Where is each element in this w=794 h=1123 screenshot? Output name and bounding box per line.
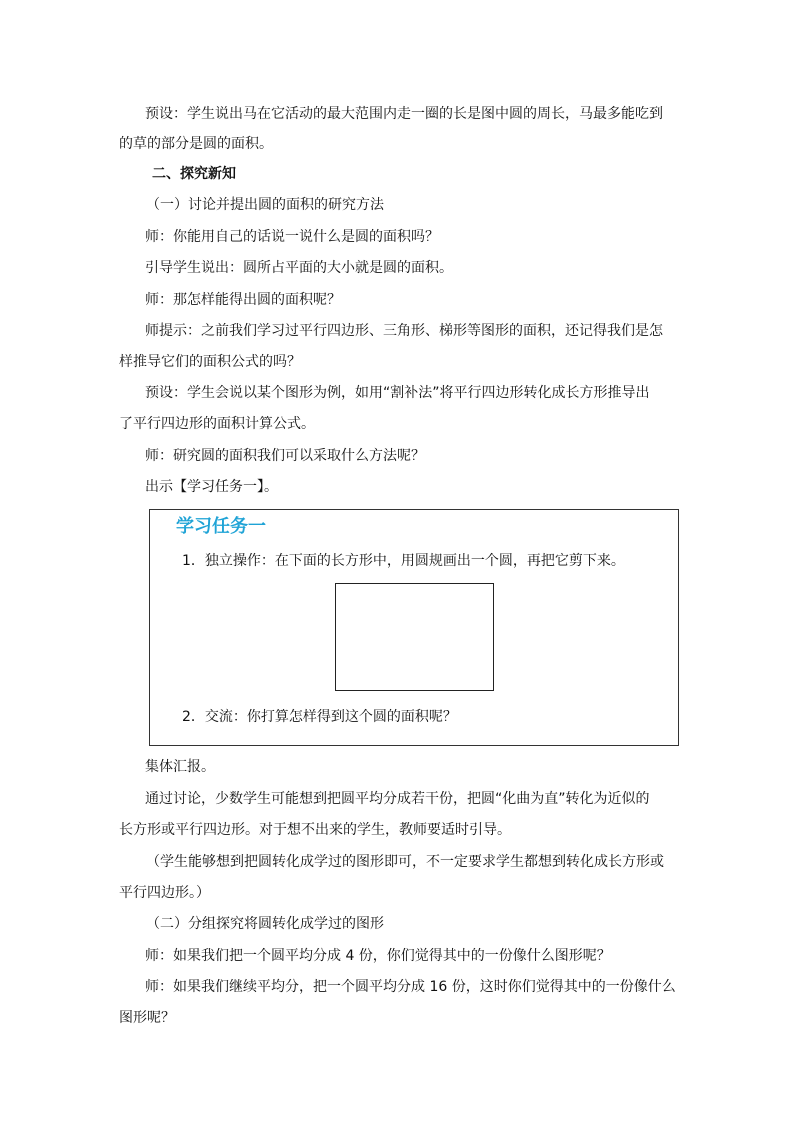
- note-line2: 平行四边形。）: [119, 885, 210, 901]
- note-line1: （学生能够想到把圆转化成学过的图形即可，不一定要求学生都想到转化成长方形或: [146, 854, 664, 870]
- paragraph-preset-1-line1: 预设：学生说出马在它活动的最大范围内走一圈的长是图中圆的周长，马最多能吃到: [145, 106, 663, 122]
- learning-task-title: 学习任务一: [176, 516, 266, 537]
- teacher-question-1: 师：你能用自己的话说一说什么是圆的面积吗？: [145, 229, 439, 245]
- teacher-question-2: 师：那怎样能得出圆的面积呢？: [145, 292, 341, 308]
- report-text: 集体汇报。: [145, 759, 215, 775]
- drawing-rectangle: [335, 583, 494, 691]
- teacher-question-3: 师：研究圆的面积我们可以采取什么方法呢？: [145, 448, 425, 464]
- teacher-question-5-line1: 师：如果我们继续平均分，把一个圆平均分成 16 份，这时你们觉得其中的一份像什么: [145, 979, 676, 995]
- subsection-heading-2: （二）分组探究将圆转化成学过的图形: [146, 916, 384, 932]
- teacher-hint-line2: 样推导它们的面积公式的吗？: [119, 354, 301, 370]
- task-item-2: 2．交流：你打算怎样得到这个圆的面积呢？: [182, 709, 457, 725]
- paragraph-preset-2-line1: 预设：学生会说以某个图形为例，如用“割补法”将平行四边形转化成长方形推导出: [145, 385, 650, 401]
- discussion-line1: 通过讨论，少数学生可能想到把圆平均分成若干份，把圆“化曲为直”转化为近似的: [145, 791, 650, 807]
- teacher-question-5-line2: 图形呢？: [119, 1010, 175, 1026]
- section-heading: 二、探究新知: [152, 166, 236, 182]
- subsection-heading-1: （一）讨论并提出圆的面积的研究方法: [146, 197, 384, 213]
- teacher-hint-line1: 师提示：之前我们学习过平行四边形、三角形、梯形等图形的面积，还记得我们是怎: [145, 323, 663, 339]
- paragraph-preset-1-line2: 的草的部分是圆的面积。: [119, 136, 273, 152]
- discussion-line2: 长方形或平行四边形。对于想不出来的学生，教师要适时引导。: [119, 822, 511, 838]
- guide-text-1: 引导学生说出：圆所占平面的大小就是圆的面积。: [145, 260, 453, 276]
- teacher-question-4: 师：如果我们把一个圆平均分成 4 份，你们觉得其中的一份像什么图形呢？: [145, 948, 611, 964]
- show-task-text: 出示【学习任务一】。: [145, 479, 278, 495]
- task-item-1: 1．独立操作：在下面的长方形中，用圆规画出一个圆，再把它剪下来。: [182, 553, 625, 569]
- paragraph-preset-2-line2: 了平行四边形的面积计算公式。: [119, 416, 315, 432]
